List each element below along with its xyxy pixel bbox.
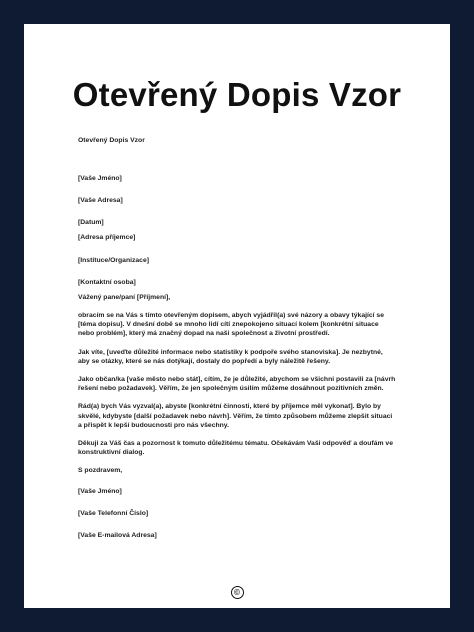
signature-phone: [Vaše Telefonní Číslo] (78, 510, 149, 518)
institution: [Instituce/Organizace] (78, 257, 150, 264)
sender-name: [Vaše Jméno] (78, 175, 122, 182)
paragraph-1: obracím se na Vás s tímto otevřeným dopisem, abych vyjádřil(a) své názory a obavy týkající se [téma dopisu]. V dnešní době se mnoho lidí cítí znepokojeno situací kolem [konkrétní situace nebo problém], který má značný dopad na naši společnost a životní prostředí. (78, 312, 384, 338)
signature-name: [Vaše Jméno] (78, 488, 122, 496)
paragraph-3: Jako občan/ka [vaše město nebo stát], cítím, že je důležité, abychom se všichni postavili za [návrh řešení nebo požadavek]. Věřím, že jen společným úsilím můžeme dosáhnout pozitivních změn. (78, 376, 396, 393)
greeting: Vážený pane/paní [Příjmení], (78, 294, 171, 301)
recipient-address: [Adresa příjemce] (78, 234, 136, 241)
copyright-mark (24, 582, 450, 600)
date: [Datum] (78, 219, 104, 226)
document-title: Otevřený Dopis Vzor (72, 76, 402, 113)
sender-address: [Vaše Adresa] (78, 197, 123, 204)
paragraph-2: Jak víte, [uveďte důležité informace nebo statistiky k podpoře svého stanoviska]. Je nezbytné, aby se otázky, které se nás dotýkají, dostaly do popředí a byly náležitě řešeny. (78, 348, 383, 365)
paragraph-5: Děkuji za Váš čas a pozornost k tomuto důležitému tématu. Očekávám Vaši odpověď a doufám ve konstruktivní dialog. (78, 440, 393, 457)
document-subtitle: Otevřený Dopis Vzor (78, 137, 145, 144)
letter-page (24, 24, 450, 608)
contact-person: [Kontaktní osoba] (78, 279, 136, 286)
copyright-icon: © (231, 586, 244, 599)
closing: S pozdravem, (78, 467, 123, 475)
signature-email: [Vaše E-mailová Adresa] (78, 532, 157, 540)
paragraph-4: Rád(a) bych Vás vyzval(a), abyste [konkrétní činnosti, které by příjemce měl vykonat]. Bylo by skvělé, kdybyste [další požadavek nebo návrh]. Věřím, že tímto způsobem můžeme zlepšit situaci a přispět k lepší budoucnosti pro nás všechny. (78, 403, 393, 429)
